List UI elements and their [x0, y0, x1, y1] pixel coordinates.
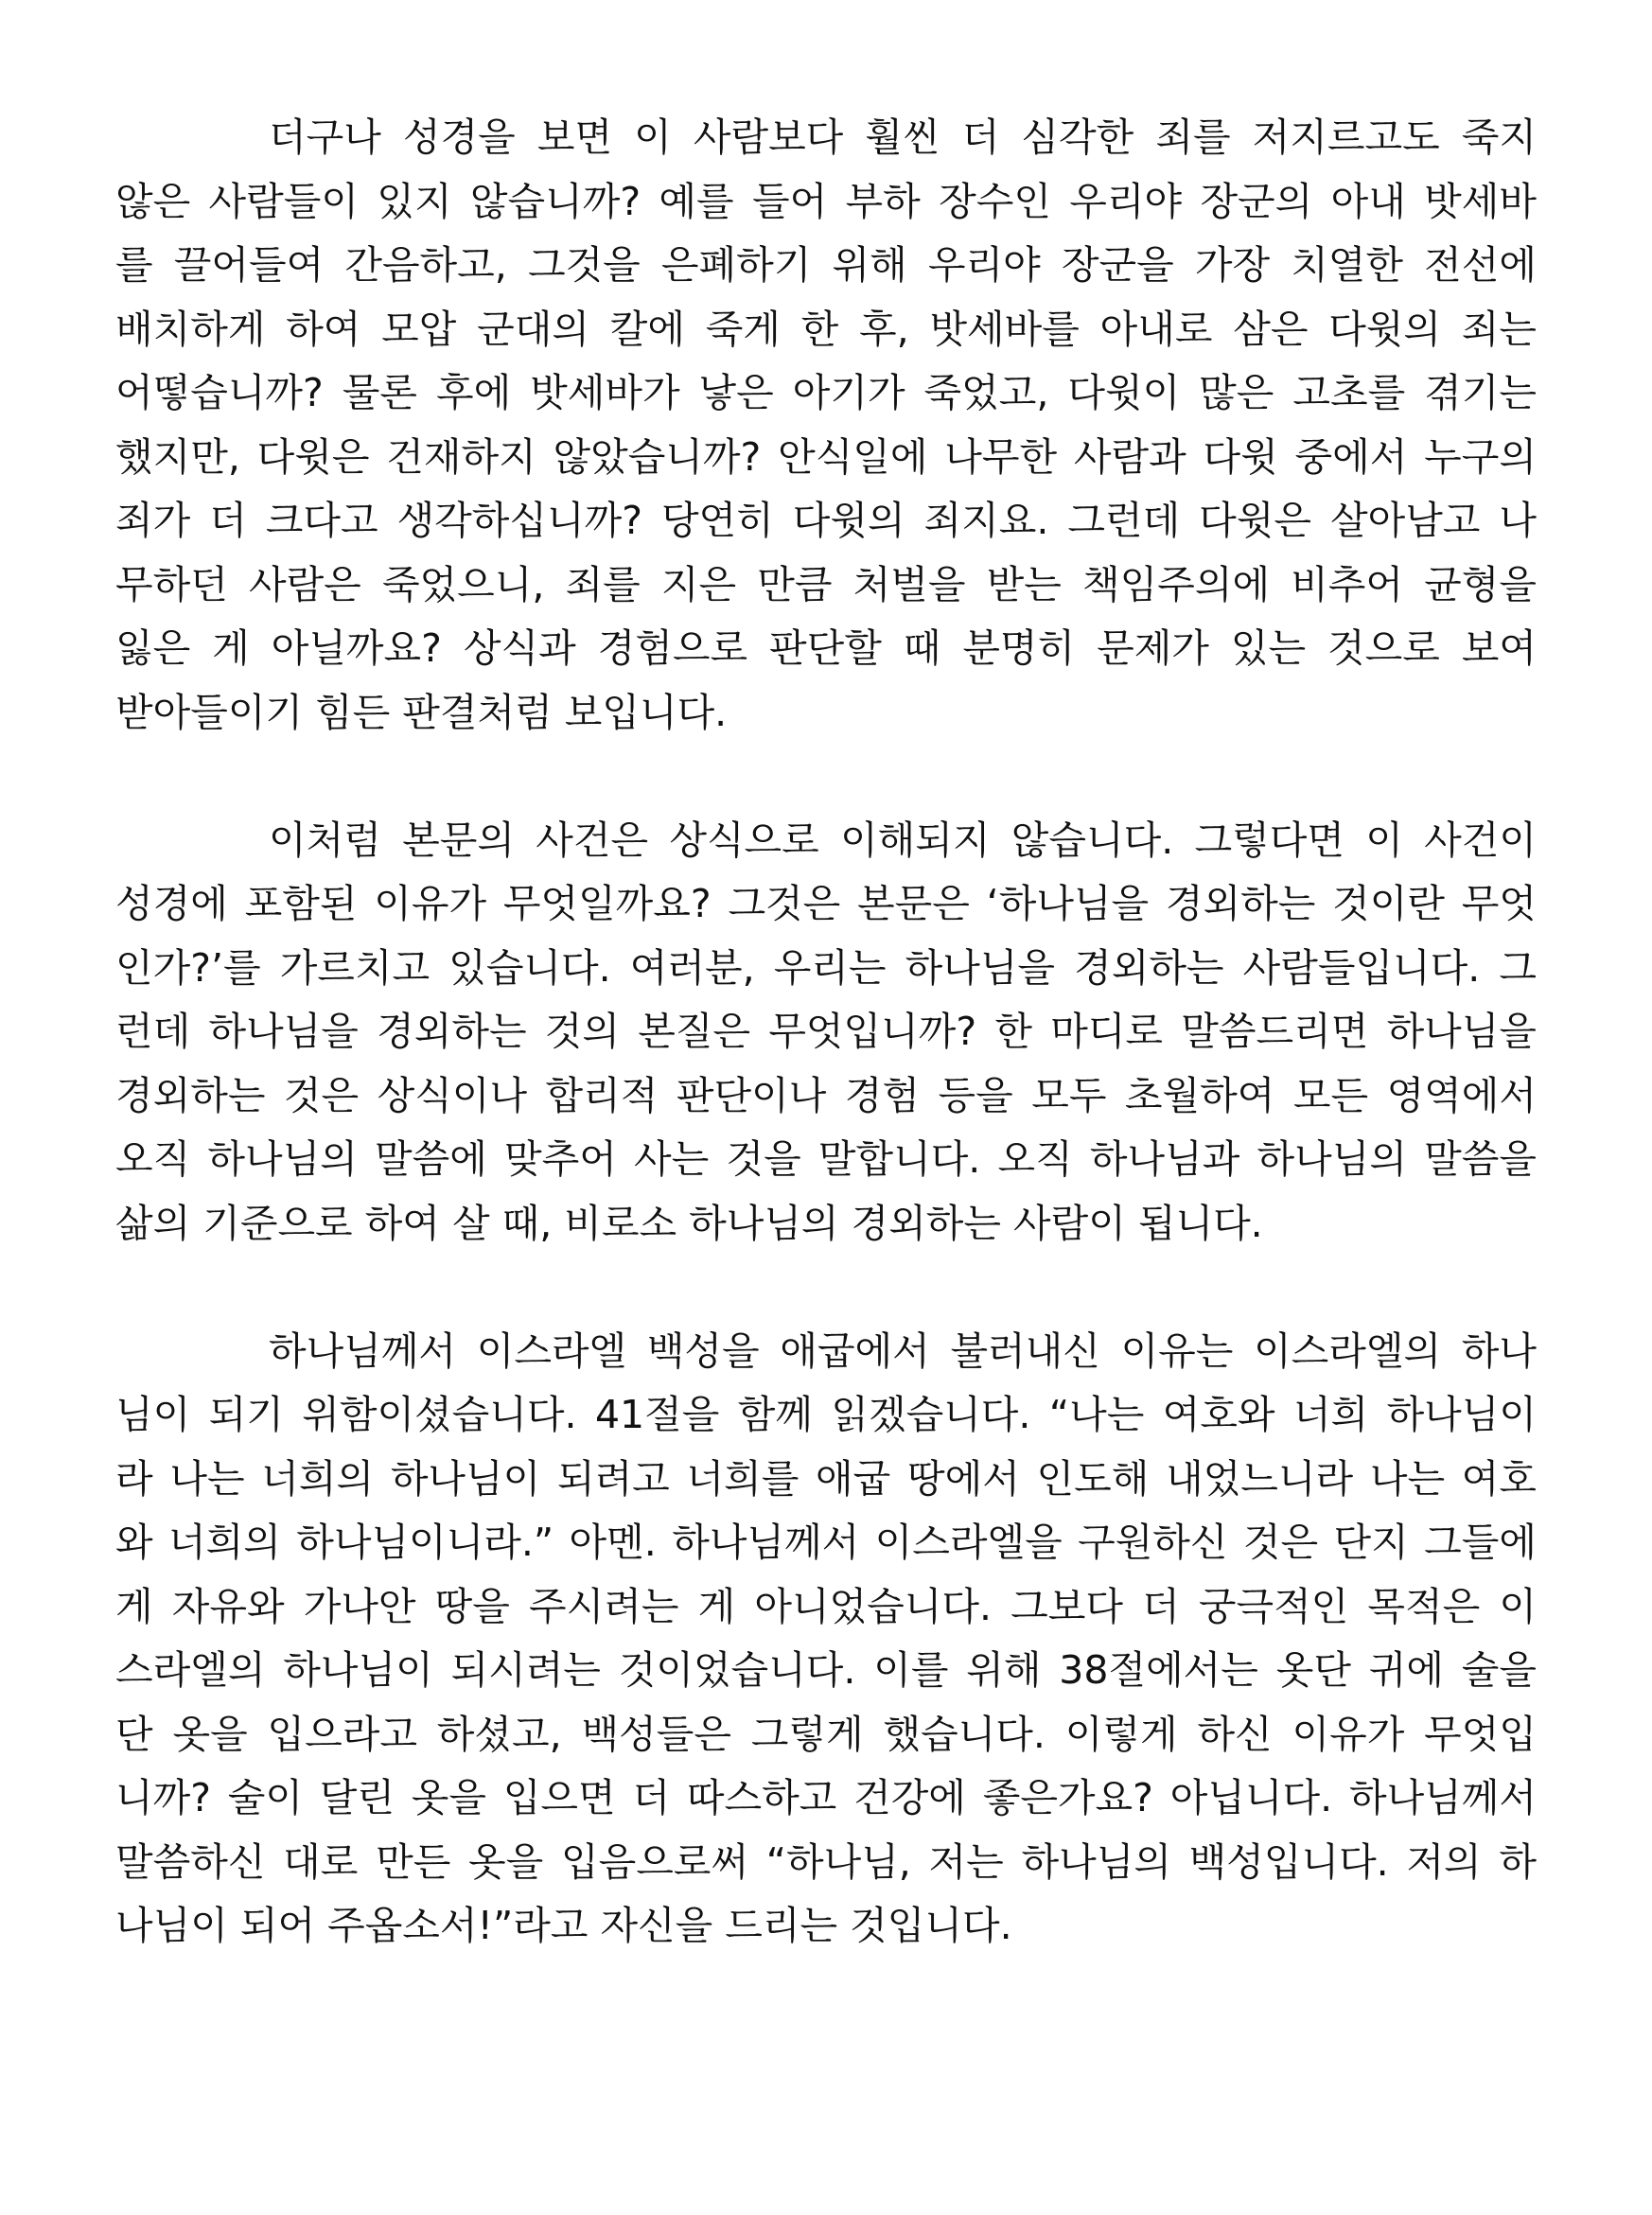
text-line: 말씀하신 대로 만든 옷을 입음으로써 “하나님, 저는 하나님의 백성입니다. 저의 하 [115, 1838, 1537, 1885]
text-line: 더구나 성경을 보면 이 사람보다 훨씬 더 심각한 죄를 저지르고도 죽지 [269, 114, 1537, 160]
text-line: 어떻습니까? 물론 후에 밧세바가 낳은 아기가 죽었고, 다윗이 많은 고초를 겪기는 [115, 370, 1537, 415]
text-line: 나님이 되어 주옵소서!”라고 자신을 드리는 것입니다. [115, 1903, 1012, 1948]
text-line: 죄가 더 크다고 생각하십니까? 당연히 다윗의 죄지요. 그런데 다윗은 살아남고 나 [115, 498, 1537, 543]
text-line: 경외하는 것은 상식이나 합리적 판단이나 경험 등을 모두 초월하여 모든 영역에서 [115, 1072, 1537, 1118]
text-line: 성경에 포함된 이유가 무엇일까요? 그것은 본문은 ‘하나님을 경외하는 것이란 무엇 [115, 881, 1537, 926]
text-line: 단 옷을 입으라고 하셨고, 백성들은 그렇게 했습니다. 이렇게 하신 이유가 무엇입 [115, 1711, 1537, 1757]
text-line: 인가?’를 가르치고 있습니다. 여러분, 우리는 하나님을 경외하는 사람들입니다. 그 [115, 944, 1537, 991]
text-line: 님이 되기 위함이셨습니다. 41절을 함께 읽겠습니다. “나는 여호와 너희 하나님이 [115, 1392, 1537, 1437]
text-line: 무하던 사람은 죽었으니, 죄를 지은 만큼 처벌을 받는 책임주의에 비추어 균형을 [115, 561, 1537, 607]
text-line: 라 나는 너희의 하나님이 되려고 너희를 애굽 땅에서 인도해 내었느니라 나는 여호 [115, 1455, 1537, 1502]
text-line: 하나님께서 이스라엘 백성을 애굽에서 불러내신 이유는 이스라엘의 하나 [269, 1327, 1537, 1374]
paragraph-1 [115, 106, 1537, 745]
paragraph-3 [115, 1320, 1537, 1959]
text-line: 게 자유와 가나안 땅을 주시려는 게 아니었습니다. 그보다 더 궁극적인 목적은 이 [115, 1583, 1537, 1629]
text-line: 스라엘의 하나님이 되시려는 것이었습니다. 이를 위해 38절에서는 옷단 귀에 술을 [115, 1647, 1537, 1693]
text-line: 런데 하나님을 경외하는 것의 본질은 무엇입니까? 한 마디로 말씀드리면 하나님을 [115, 1009, 1537, 1054]
text-line: 와 너희의 하나님이니라.” 아멘. 하나님께서 이스라엘을 구원하신 것은 단지 그들에 [115, 1520, 1537, 1565]
text-line: 삶의 기준으로 하여 살 때, 비로소 하나님의 경외하는 사람이 됩니다. [115, 1200, 1263, 1246]
text-line: 했지만, 다윗은 건재하지 않았습니까? 안식일에 나무한 사람과 다윗 중에서 누구의 [115, 433, 1537, 480]
text-line: 않은 사람들이 있지 않습니까? 예를 들어 부하 장수인 우리야 장군의 아내 밧세바 [115, 178, 1537, 224]
document-page [115, 106, 1537, 1959]
text-line: 이처럼 본문의 사건은 상식으로 이해되지 않습니다. 그렇다면 이 사건이 [269, 817, 1537, 863]
paragraph-2 [115, 809, 1537, 1257]
text-line: 니까? 술이 달린 옷을 입으면 더 따스하고 건강에 좋은가요? 아닙니다. 하나님께서 [115, 1775, 1537, 1820]
text-line: 오직 하나님의 말씀에 맞추어 사는 것을 말합니다. 오직 하나님과 하나님의 말씀을 [115, 1136, 1537, 1182]
text-line: 받아들이기 힘든 판결처럼 보입니다. [115, 689, 728, 735]
text-line: 배치하게 하여 모압 군대의 칼에 죽게 한 후, 밧세바를 아내로 삼은 다윗의 죄는 [115, 306, 1537, 352]
text-line: 잃은 게 아닐까요? 상식과 경험으로 판단할 때 분명히 문제가 있는 것으로 보여 [115, 625, 1537, 671]
text-line: 를 끌어들여 간음하고, 그것을 은폐하기 위해 우리야 장군을 가장 치열한 전선에 [115, 242, 1537, 288]
